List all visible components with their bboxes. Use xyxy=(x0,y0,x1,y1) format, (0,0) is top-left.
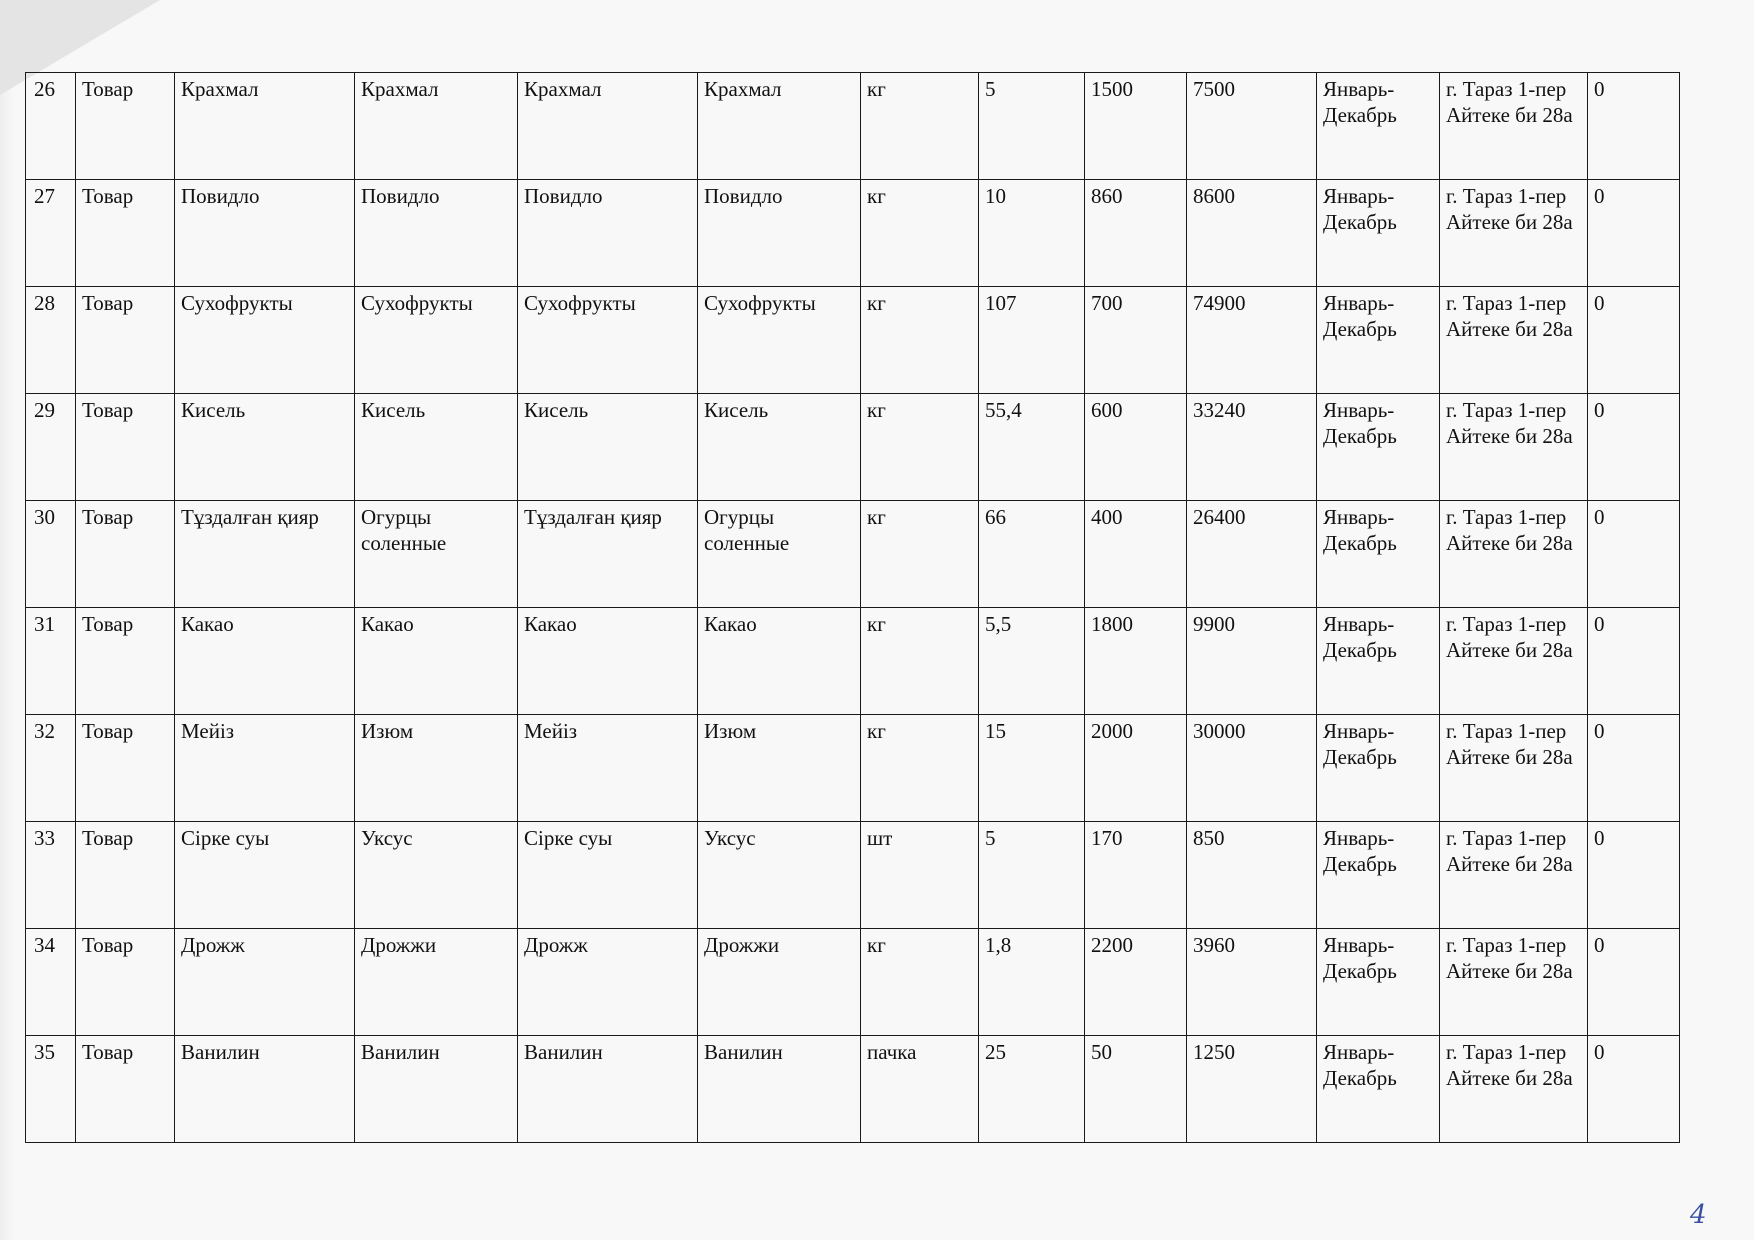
delivery-address: г. Тараз 1-пер Айтеке би 28а xyxy=(1440,287,1588,394)
description-russian: Крахмал xyxy=(698,73,861,180)
advance-payment: 0 xyxy=(1588,180,1680,287)
description-russian: Уксус xyxy=(698,822,861,929)
total-amount: 26400 xyxy=(1187,501,1317,608)
unit-price: 2200 xyxy=(1085,929,1187,1036)
advance-payment: 0 xyxy=(1588,73,1680,180)
item-type: Товар xyxy=(76,287,175,394)
advance-payment: 0 xyxy=(1588,287,1680,394)
item-type: Товар xyxy=(76,180,175,287)
quantity: 5 xyxy=(979,73,1085,180)
description-kazakh: Какао xyxy=(518,608,698,715)
unit-price: 700 xyxy=(1085,287,1187,394)
unit-price: 400 xyxy=(1085,501,1187,608)
description-russian: Кисель xyxy=(698,394,861,501)
delivery-address: г. Тараз 1-пер Айтеке би 28а xyxy=(1440,501,1588,608)
unit: кг xyxy=(861,501,979,608)
quantity: 1,8 xyxy=(979,929,1085,1036)
delivery-period: Январь-Декабрь xyxy=(1317,929,1440,1036)
delivery-address: г. Тараз 1-пер Айтеке би 28а xyxy=(1440,608,1588,715)
delivery-period: Январь-Декабрь xyxy=(1317,715,1440,822)
name-russian: Изюм xyxy=(355,715,518,822)
unit: кг xyxy=(861,715,979,822)
unit-price: 2000 xyxy=(1085,715,1187,822)
name-russian: Повидло xyxy=(355,180,518,287)
item-type: Товар xyxy=(76,501,175,608)
delivery-period: Январь-Декабрь xyxy=(1317,180,1440,287)
name-russian: Дрожжи xyxy=(355,929,518,1036)
description-kazakh: Дрожж xyxy=(518,929,698,1036)
total-amount: 33240 xyxy=(1187,394,1317,501)
description-russian: Повидло xyxy=(698,180,861,287)
description-kazakh: Кисель xyxy=(518,394,698,501)
unit-price: 600 xyxy=(1085,394,1187,501)
unit: кг xyxy=(861,287,979,394)
description-kazakh: Ванилин xyxy=(518,1036,698,1143)
description-kazakh: Крахмал xyxy=(518,73,698,180)
advance-payment: 0 xyxy=(1588,929,1680,1036)
item-type: Товар xyxy=(76,715,175,822)
table-row xyxy=(26,715,1680,822)
description-russian: Огурцы соленные xyxy=(698,501,861,608)
description-kazakh: Сухофрукты xyxy=(518,287,698,394)
unit-price: 50 xyxy=(1085,1036,1187,1143)
delivery-period: Январь-Декабрь xyxy=(1317,608,1440,715)
description-russian: Изюм xyxy=(698,715,861,822)
unit-price: 170 xyxy=(1085,822,1187,929)
name-kazakh: Кисель xyxy=(175,394,355,501)
name-kazakh: Сухофрукты xyxy=(175,287,355,394)
table-row xyxy=(26,608,1680,715)
unit: кг xyxy=(861,180,979,287)
quantity: 10 xyxy=(979,180,1085,287)
unit: пачка xyxy=(861,1036,979,1143)
delivery-period: Январь-Декабрь xyxy=(1317,287,1440,394)
description-kazakh: Повидло xyxy=(518,180,698,287)
name-russian: Какао xyxy=(355,608,518,715)
delivery-address: г. Тараз 1-пер Айтеке би 28а xyxy=(1440,1036,1588,1143)
quantity: 107 xyxy=(979,287,1085,394)
name-kazakh: Какао xyxy=(175,608,355,715)
name-russian: Кисель xyxy=(355,394,518,501)
row-number: 29 xyxy=(26,394,76,501)
name-russian: Крахмал xyxy=(355,73,518,180)
table-row xyxy=(26,73,1680,180)
description-kazakh: Тұздалған қияр xyxy=(518,501,698,608)
item-type: Товар xyxy=(76,73,175,180)
delivery-period: Январь-Декабрь xyxy=(1317,822,1440,929)
delivery-period: Январь-Декабрь xyxy=(1317,73,1440,180)
table-row xyxy=(26,822,1680,929)
name-kazakh: Мейіз xyxy=(175,715,355,822)
total-amount: 3960 xyxy=(1187,929,1317,1036)
unit-price: 860 xyxy=(1085,180,1187,287)
table-row xyxy=(26,394,1680,501)
total-amount: 850 xyxy=(1187,822,1317,929)
quantity: 5 xyxy=(979,822,1085,929)
row-number: 35 xyxy=(26,1036,76,1143)
description-russian: Ванилин xyxy=(698,1036,861,1143)
unit: кг xyxy=(861,73,979,180)
name-russian: Ванилин xyxy=(355,1036,518,1143)
advance-payment: 0 xyxy=(1588,608,1680,715)
advance-payment: 0 xyxy=(1588,1036,1680,1143)
description-russian: Какао xyxy=(698,608,861,715)
delivery-period: Январь-Декабрь xyxy=(1317,501,1440,608)
row-number: 33 xyxy=(26,822,76,929)
quantity: 55,4 xyxy=(979,394,1085,501)
unit: шт xyxy=(861,822,979,929)
description-russian: Сухофрукты xyxy=(698,287,861,394)
name-kazakh: Сірке суы xyxy=(175,822,355,929)
delivery-address: г. Тараз 1-пер Айтеке би 28а xyxy=(1440,73,1588,180)
unit: кг xyxy=(861,394,979,501)
unit-price: 1800 xyxy=(1085,608,1187,715)
name-kazakh: Повидло xyxy=(175,180,355,287)
quantity: 15 xyxy=(979,715,1085,822)
unit: кг xyxy=(861,608,979,715)
table-row xyxy=(26,929,1680,1036)
total-amount: 9900 xyxy=(1187,608,1317,715)
delivery-period: Январь-Декабрь xyxy=(1317,394,1440,501)
item-type: Товар xyxy=(76,608,175,715)
quantity: 25 xyxy=(979,1036,1085,1143)
advance-payment: 0 xyxy=(1588,501,1680,608)
name-kazakh: Ванилин xyxy=(175,1036,355,1143)
name-kazakh: Тұздалған қияр xyxy=(175,501,355,608)
description-kazakh: Мейіз xyxy=(518,715,698,822)
advance-payment: 0 xyxy=(1588,715,1680,822)
total-amount: 74900 xyxy=(1187,287,1317,394)
delivery-address: г. Тараз 1-пер Айтеке би 28а xyxy=(1440,180,1588,287)
delivery-address: г. Тараз 1-пер Айтеке би 28а xyxy=(1440,394,1588,501)
quantity: 66 xyxy=(979,501,1085,608)
unit: кг xyxy=(861,929,979,1036)
row-number: 26 xyxy=(26,73,76,180)
description-russian: Дрожжи xyxy=(698,929,861,1036)
name-russian: Сухофрукты xyxy=(355,287,518,394)
item-type: Товар xyxy=(76,822,175,929)
unit-price: 1500 xyxy=(1085,73,1187,180)
item-type: Товар xyxy=(76,1036,175,1143)
description-kazakh: Сірке суы xyxy=(518,822,698,929)
row-number: 34 xyxy=(26,929,76,1036)
row-number: 32 xyxy=(26,715,76,822)
total-amount: 8600 xyxy=(1187,180,1317,287)
table-row xyxy=(26,180,1680,287)
table-body xyxy=(26,73,1680,1143)
handwritten-page-number: 4 xyxy=(1690,1200,1707,1230)
delivery-period: Январь-Декабрь xyxy=(1317,1036,1440,1143)
table-row xyxy=(26,501,1680,608)
name-kazakh: Дрожж xyxy=(175,929,355,1036)
total-amount: 1250 xyxy=(1187,1036,1317,1143)
row-number: 31 xyxy=(26,608,76,715)
total-amount: 7500 xyxy=(1187,73,1317,180)
total-amount: 30000 xyxy=(1187,715,1317,822)
name-russian: Огурцы соленные xyxy=(355,501,518,608)
delivery-address: г. Тараз 1-пер Айтеке би 28а xyxy=(1440,715,1588,822)
table-row xyxy=(26,287,1680,394)
row-number: 28 xyxy=(26,287,76,394)
advance-payment: 0 xyxy=(1588,822,1680,929)
row-number: 27 xyxy=(26,180,76,287)
delivery-address: г. Тараз 1-пер Айтеке би 28а xyxy=(1440,822,1588,929)
name-russian: Уксус xyxy=(355,822,518,929)
delivery-address: г. Тараз 1-пер Айтеке би 28а xyxy=(1440,929,1588,1036)
name-kazakh: Крахмал xyxy=(175,73,355,180)
table-row xyxy=(26,1036,1680,1143)
item-type: Товар xyxy=(76,394,175,501)
item-type: Товар xyxy=(76,929,175,1036)
quantity: 5,5 xyxy=(979,608,1085,715)
procurement-table xyxy=(25,72,1680,1143)
row-number: 30 xyxy=(26,501,76,608)
advance-payment: 0 xyxy=(1588,394,1680,501)
